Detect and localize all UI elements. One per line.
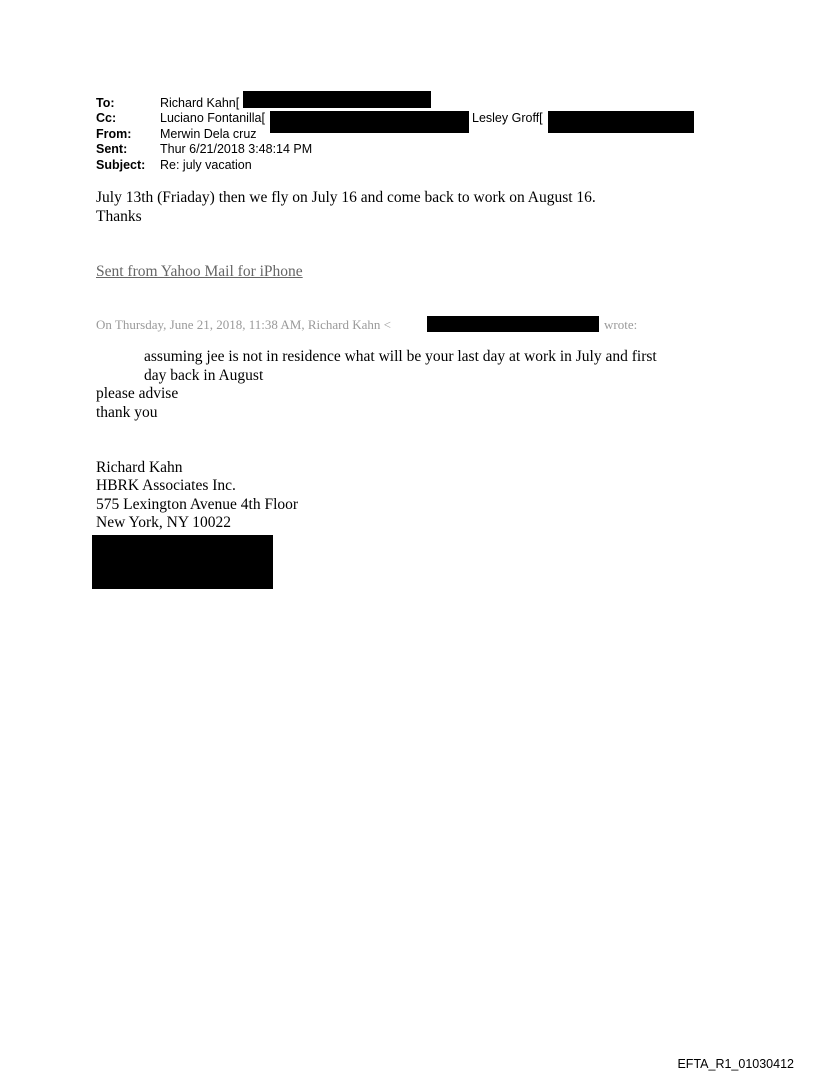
- cc-label: Cc:: [96, 111, 117, 125]
- signature-name: Richard Kahn: [96, 459, 183, 476]
- sent-from-yahoo-link[interactable]: Sent from Yahoo Mail for iPhone: [96, 263, 303, 280]
- subject-value: Re: july vacation: [160, 158, 252, 172]
- from-value: Merwin Dela cruz: [160, 127, 257, 141]
- quoted-intro-prefix: On Thursday, June 21, 2018, 11:38 AM, Richard Kahn <: [96, 317, 391, 332]
- document-id: EFTA_R1_01030412: [677, 1057, 794, 1071]
- to-value: Richard Kahn[: [160, 96, 240, 110]
- subject-label: Subject:: [96, 158, 146, 172]
- cc-value-2: Lesley Groff[: [472, 111, 543, 125]
- to-label: To:: [96, 96, 115, 110]
- redaction-to: [243, 91, 431, 108]
- sent-label: Sent:: [96, 142, 128, 156]
- sent-value: Thur 6/21/2018 3:48:14 PM: [160, 142, 313, 156]
- quoted-line-2: day back in August: [144, 367, 264, 384]
- signature-address-1: 575 Lexington Avenue 4th Floor: [96, 496, 299, 513]
- redaction-signature-block: [92, 535, 273, 589]
- quoted-line-1: assuming jee is not in residence what will be your last day at work in July and first: [144, 348, 657, 365]
- redaction-cc-1: [270, 111, 469, 133]
- signature-company: HBRK Associates Inc.: [96, 477, 236, 494]
- quoted-intro-suffix: wrote:: [604, 317, 638, 332]
- body-line-2: Thanks: [96, 208, 142, 225]
- quoted-line-4: thank you: [96, 404, 158, 421]
- quoted-line-3: please advise: [96, 385, 179, 402]
- body-line-1: July 13th (Friaday) then we fly on July 16 and come back to work on August 16.: [96, 189, 596, 206]
- signature-address-2: New York, NY 10022: [96, 514, 232, 531]
- redaction-cc-2: [548, 111, 694, 133]
- from-label: From:: [96, 127, 132, 141]
- cc-value-1: Luciano Fontanilla[: [160, 111, 265, 125]
- redaction-quoted-email: [427, 316, 599, 332]
